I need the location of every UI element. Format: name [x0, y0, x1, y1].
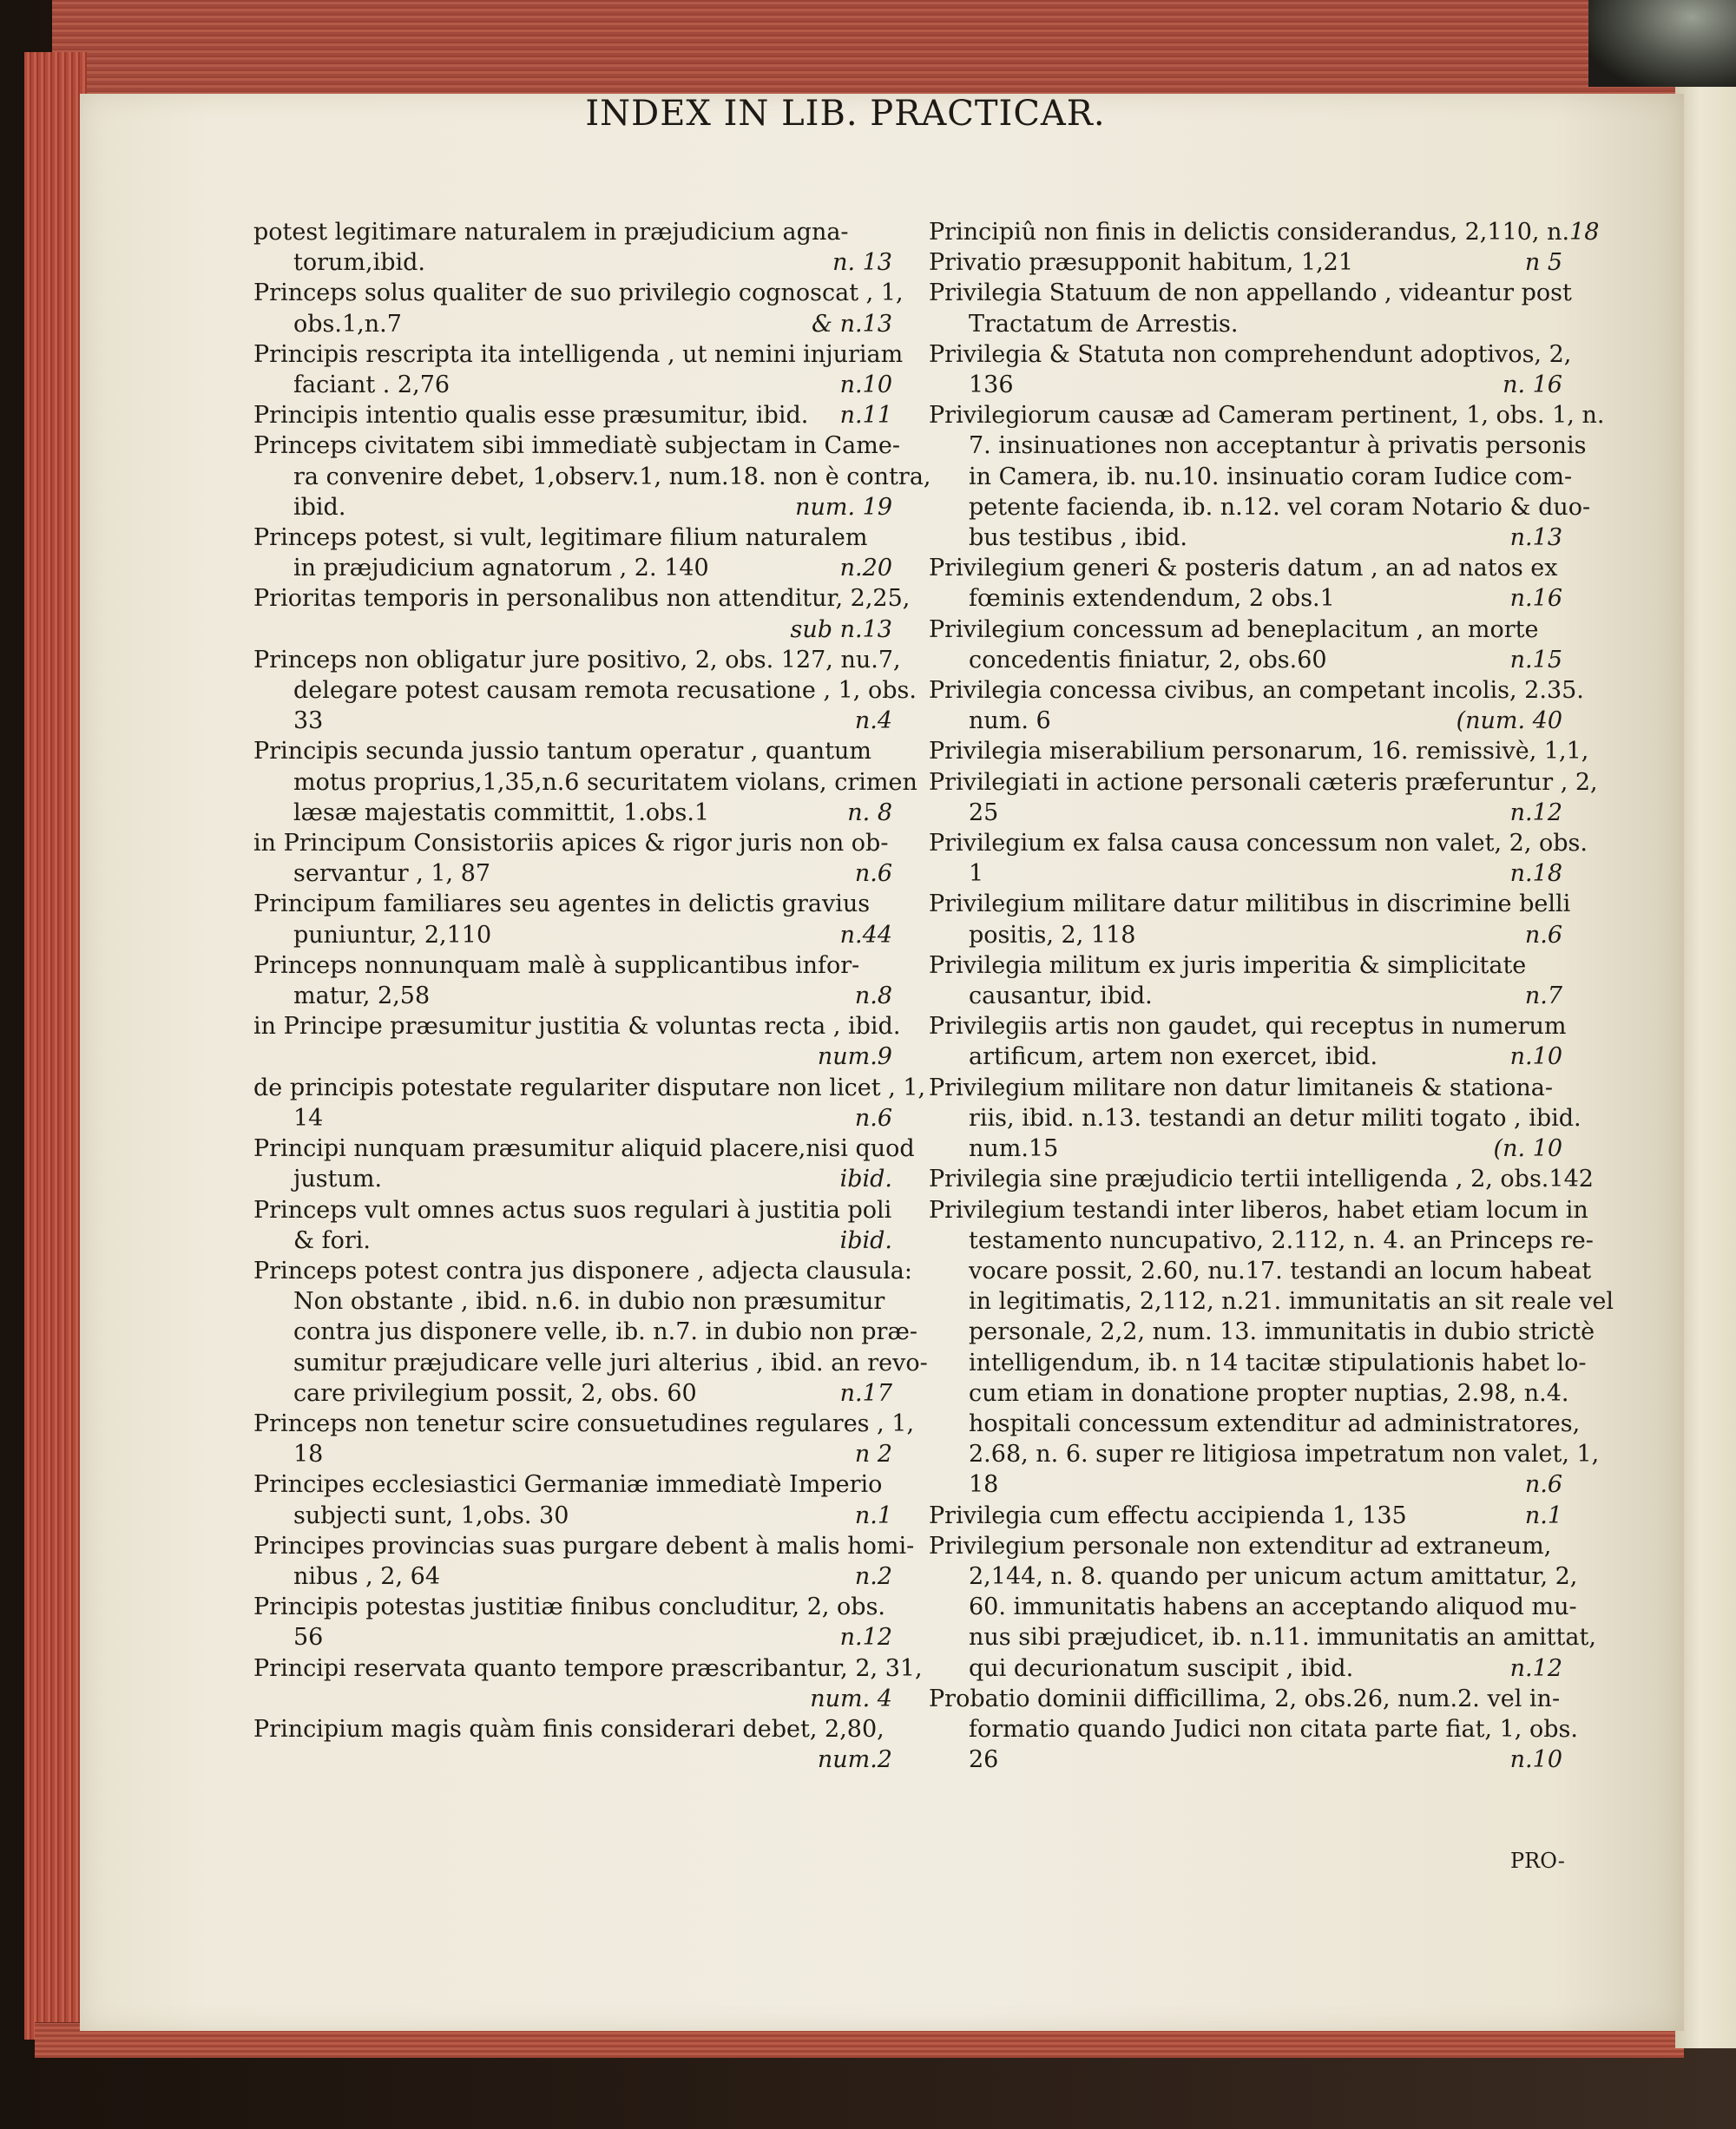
- entry-text: faciant . 2,76: [293, 371, 450, 399]
- entry-reference: ibid.: [839, 1166, 892, 1193]
- index-entry: [253, 430, 931, 522]
- entry-text: puniuntur, 2,110: [293, 921, 492, 949]
- index-entry: [253, 278, 904, 338]
- entry-text: Principis intentio qualis esse præsumitur, ibid.: [253, 402, 809, 430]
- entry-line: petente facienda, ib. n.12. vel coram Notario & duo-: [969, 493, 1591, 521]
- entry-last-line: [929, 798, 1568, 828]
- entry-text: Principiû non finis in delictis considerandus, 2,110, n.: [929, 219, 1570, 246]
- entry-line: Privilegium personale non extenditur ad extraneum,: [929, 1532, 1552, 1560]
- entry-reference: & n.13: [812, 310, 892, 338]
- entry-last-line: [929, 1653, 1568, 1684]
- index-entry: [929, 1684, 1578, 1776]
- index-entry: [253, 736, 917, 828]
- index-entry: [929, 950, 1568, 1011]
- entry-text: care privilegium possit, 2, obs. 60: [293, 1379, 697, 1407]
- index-entry: [929, 889, 1571, 950]
- entry-last-line: [253, 920, 898, 950]
- entry-reference: n.2: [854, 1562, 892, 1590]
- entry-line: Privilegium militare datur militibus in discrimine belli: [929, 890, 1571, 918]
- entry-reference: n.7: [1524, 982, 1562, 1010]
- entry-line: in Principe præsumitur justitia & voluntas recta , ibid.: [253, 1013, 901, 1041]
- entry-last-line: [253, 706, 898, 736]
- index-entry: [929, 339, 1572, 400]
- entry-reference: num.9: [817, 1043, 892, 1071]
- entry-text: Privatio præsupponit habitum, 1,21: [929, 249, 1354, 277]
- index-entry: [253, 828, 898, 889]
- entry-text: Privilegia sine præjudicio tertii intelligenda , 2, obs.142: [929, 1166, 1594, 1193]
- entry-line: Principum familiares seu agentes in delictis gravius: [253, 890, 871, 918]
- running-title: INDEX IN LIB. PRACTICAR.: [585, 94, 1106, 134]
- entry-text: 136: [969, 371, 1014, 399]
- index-entry: [929, 1531, 1596, 1684]
- entry-reference: n.1: [1524, 1501, 1562, 1529]
- entry-line: Prioritas temporis in personalibus non attenditur, 2,25,: [253, 585, 911, 613]
- index-entry: [253, 217, 898, 278]
- index-entry: [253, 1531, 915, 1592]
- entry-text: 26: [969, 1746, 999, 1774]
- entry-line: delegare potest causam remota recusatione , 1, obs.: [293, 677, 917, 705]
- entry-text: 56: [293, 1624, 324, 1652]
- book-fore-edge: [24, 52, 87, 2040]
- index-entry: [253, 1653, 923, 1714]
- entry-reference: n 5: [1524, 249, 1562, 277]
- entry-line: Princeps potest contra jus disponere , adjecta clausula:: [253, 1257, 912, 1285]
- entry-text: num.15: [969, 1135, 1059, 1163]
- index-entry: [253, 1011, 901, 1072]
- entry-last-line: [253, 553, 898, 583]
- entry-line: Privilegium militare non datur limitaneis & stationa-: [929, 1074, 1554, 1101]
- entry-last-line: [253, 614, 898, 645]
- index-entry: [253, 1256, 928, 1409]
- entry-line: Princeps non tenetur scire consuetudines regulares , 1,: [253, 1409, 915, 1437]
- index-entry: [929, 828, 1588, 889]
- index-entry: [929, 247, 1568, 278]
- entry-last-line: [929, 645, 1568, 675]
- entry-last-line: [253, 1042, 898, 1072]
- entry-last-line: [929, 1042, 1568, 1072]
- entry-line: 2,144, n. 8. quando per unicum actum amittatur, 2,: [969, 1562, 1578, 1590]
- index-entry: [253, 583, 911, 644]
- entry-line: Privilegiis artis non gaudet, qui receptus in numerum: [929, 1013, 1567, 1041]
- entry-text: 14: [293, 1104, 324, 1132]
- facing-page-edge: [1675, 87, 1736, 2048]
- entry-text: servantur , 1, 87: [293, 860, 491, 888]
- entry-last-line: [929, 1164, 1594, 1194]
- entry-line: cum etiam in donatione propter nuptias, 2.98, n.4.: [969, 1379, 1569, 1407]
- entry-text: læsæ majestatis committit, 1.obs.1: [293, 798, 710, 826]
- entry-reference: n.18: [1509, 860, 1562, 888]
- entry-line: Privilegium ex falsa causa concessum non valet, 2, obs.: [929, 830, 1588, 858]
- entry-last-line: [253, 1561, 898, 1592]
- entry-reference: num. 19: [795, 493, 892, 521]
- entry-reference: n 2: [854, 1441, 892, 1469]
- entry-last-line: [253, 798, 898, 828]
- entry-reference: n.12: [1509, 1654, 1562, 1682]
- entry-reference: n.15: [1509, 646, 1562, 674]
- index-entry: [253, 1592, 898, 1653]
- entry-line: Principi reservata quanto tempore præscribantur, 2, 31,: [253, 1654, 923, 1682]
- entry-line: in Camera, ib. nu.10. insinuatio coram Iudice com-: [969, 463, 1573, 490]
- entry-text: nibus , 2, 64: [293, 1562, 441, 1590]
- entry-line: personale, 2,2, num. 13. immunitatis in dubio strictè: [969, 1318, 1595, 1346]
- entry-text: positis, 2, 118: [969, 921, 1136, 949]
- index-entry: [929, 736, 1589, 766]
- entry-reference: n.4: [854, 707, 892, 735]
- entry-line: 60. immunitatis habens an acceptando aliquod mu-: [969, 1593, 1577, 1621]
- entry-last-line: [929, 247, 1568, 278]
- index-entry: [253, 1714, 898, 1775]
- index-entry: [929, 675, 1584, 736]
- entry-reference: ibid.: [839, 1226, 892, 1254]
- entry-text: ibid.: [293, 493, 346, 521]
- entry-reference: n.6: [854, 860, 892, 888]
- entry-reference: n.16: [1509, 585, 1562, 613]
- entry-text: 18: [969, 1471, 999, 1499]
- index-entry: [929, 1195, 1614, 1501]
- index-entry: [253, 1469, 898, 1530]
- entry-line: Princeps non obligatur jure positivo, 2, obs. 127, nu.7,: [253, 646, 901, 674]
- entry-reference: num. 4: [810, 1685, 892, 1712]
- entry-last-line: [253, 1378, 898, 1409]
- entry-line: Princeps solus qualiter de suo privilegio cognoscat , 1,: [253, 279, 904, 307]
- index-entry: [929, 278, 1572, 338]
- entry-line: Probatio dominii difficillima, 2, obs.26, num.2. vel in-: [929, 1685, 1561, 1712]
- entry-text: Privilegia cum effectu accipienda 1, 135: [929, 1501, 1407, 1529]
- index-entry: [253, 522, 898, 583]
- entry-last-line: [929, 217, 1600, 247]
- entry-line: Privilegium generi & posteris datum , an ad natos ex: [929, 555, 1558, 582]
- entry-text: 1: [969, 860, 984, 888]
- entry-line: formatio quando Judici non citata parte fiat, 1, obs.: [969, 1715, 1578, 1743]
- book-top-edge: [52, 0, 1701, 106]
- entry-text: obs.1,n.7: [293, 310, 402, 338]
- entry-line: Non obstante , ibid. n.6. in dubio non præsumitur: [293, 1288, 885, 1316]
- entry-reference: n.6: [1524, 1471, 1562, 1499]
- index-entry: [929, 217, 1600, 247]
- entry-last-line: [253, 1225, 898, 1256]
- entry-last-line: [253, 370, 898, 400]
- entry-text: num. 6: [969, 707, 1051, 735]
- entry-reference: n.17: [839, 1379, 892, 1407]
- index-entry: [253, 400, 898, 430]
- entry-reference: n.11: [839, 402, 892, 430]
- index-entry: [929, 767, 1598, 828]
- entry-line: sumitur præjudicare velle juri alterius , ibid. an revo-: [293, 1349, 928, 1377]
- index-entry: [253, 950, 898, 1011]
- entry-last-line: [929, 981, 1568, 1011]
- entry-last-line: [929, 706, 1568, 736]
- entry-last-line: [929, 522, 1568, 553]
- entry-reference: (num. 40: [1456, 707, 1562, 735]
- entry-reference: n.6: [854, 1104, 892, 1132]
- entry-line: contra jus disponere velle, ib. n.7. in dubio non præ-: [293, 1318, 917, 1346]
- entry-line: Tractatum de Arrestis.: [969, 310, 1239, 338]
- entry-line: vocare possit, 2.60, nu.17. testandi an locum habeat: [969, 1257, 1592, 1285]
- entry-text: matur, 2,58: [293, 982, 431, 1010]
- entry-line: Princeps vult omnes actus suos regulari à justitia poli: [253, 1196, 892, 1224]
- entry-line: intelligendum, ib. n 14 tacitæ stipulationis habet lo-: [969, 1349, 1587, 1377]
- entry-reference: n.6: [1524, 921, 1562, 949]
- entry-line: Privilegiati in actione personali cæteris præferuntur , 2,: [929, 768, 1598, 796]
- entry-text: qui decurionatum suscipit , ibid.: [969, 1654, 1354, 1682]
- entry-last-line: [253, 492, 898, 522]
- entry-text: artificum, artem non exercet, ibid.: [969, 1043, 1378, 1071]
- entry-last-line: [929, 920, 1568, 950]
- entry-line: Privilegia Statuum de non appellando , videantur post: [929, 279, 1572, 307]
- entry-line: Princeps potest, si vult, legitimare filium naturalem: [253, 524, 868, 552]
- entry-line: Princeps nonnunquam malè à supplicantibus infor-: [253, 951, 860, 979]
- entry-last-line: [253, 247, 898, 278]
- entry-reference: (n. 10: [1493, 1135, 1562, 1163]
- entry-last-line: [253, 1501, 898, 1531]
- entry-line: Principium magis quàm finis considerari debet, 2,80,: [253, 1715, 884, 1743]
- entry-line: ra convenire debet, 1,observ.1, num.18. non è contra,: [293, 463, 931, 490]
- entry-line: in legitimatis, 2,112, n.21. immunitatis an sit reale vel: [969, 1288, 1614, 1316]
- entry-line: nus sibi præjudicet, ib. n.11. immunitatis an amittat,: [969, 1624, 1596, 1652]
- index-entry: [929, 1501, 1568, 1531]
- index-entry: [929, 614, 1568, 675]
- entry-line: Principis secunda jussio tantum operatur , quantum: [253, 738, 872, 766]
- index-entry: [253, 339, 904, 400]
- entry-text: causantur, ibid.: [969, 982, 1153, 1010]
- index-entry: [929, 1011, 1568, 1072]
- entry-reference: n.10: [1509, 1746, 1562, 1774]
- entry-text: & fori.: [293, 1226, 371, 1254]
- entry-reference: n.13: [1509, 524, 1562, 552]
- index-entry: [253, 889, 898, 950]
- entry-last-line: [253, 400, 898, 430]
- entry-reference: num.2: [817, 1746, 892, 1774]
- entry-text: torum,ibid.: [293, 249, 426, 277]
- entry-reference: n.10: [1509, 1043, 1562, 1071]
- entry-last-line: [929, 1133, 1568, 1164]
- entry-line: 2.68, n. 6. super re litigiosa impetratum non valet, 1,: [969, 1441, 1600, 1469]
- entry-line: Privilegium concessum ad beneplacitum , an morte: [929, 615, 1539, 643]
- entry-line: Privilegia concessa civibus, an competant incolis, 2.35.: [929, 677, 1584, 705]
- entry-text: 18: [293, 1441, 324, 1469]
- entry-reference: n.20: [839, 555, 892, 582]
- entry-last-line: [929, 1745, 1568, 1775]
- index-entry: [253, 1195, 898, 1256]
- entry-last-line: [253, 1745, 898, 1775]
- entry-text: 33: [293, 707, 324, 735]
- entry-line: Privilegia miserabilium personarum, 16. remissivè, 1,1,: [929, 738, 1589, 766]
- clasp-ornament: [1588, 0, 1736, 87]
- index-entry: [929, 1164, 1594, 1194]
- index-entry: [253, 1409, 915, 1469]
- entry-line: Privilegium testandi inter liberos, habet etiam locum in: [929, 1196, 1588, 1224]
- entry-line: Principis rescripta ita intelligenda , ut nemini injuriam: [253, 340, 904, 368]
- index-entry: [929, 1073, 1581, 1165]
- entry-reference: n.1: [854, 1501, 892, 1529]
- entry-line: Principes ecclesiastici Germaniæ immediatè Imperio: [253, 1471, 883, 1499]
- entry-line: Privilegia & Statuta non comprehendunt adoptivos, 2,: [929, 340, 1572, 368]
- entry-text: concedentis finiatur, 2, obs.60: [969, 646, 1327, 674]
- entry-text: subjecti sunt, 1,obs. 30: [293, 1501, 569, 1529]
- entry-last-line: [253, 1103, 898, 1133]
- index-entry: [929, 553, 1568, 614]
- entry-last-line: [253, 1439, 898, 1469]
- index-entry: [253, 1133, 915, 1194]
- entry-reference: 18: [1569, 219, 1600, 246]
- entry-last-line: [253, 1164, 898, 1194]
- entry-line: testamento nuncupativo, 2.112, n. 4. an Princeps re-: [969, 1226, 1594, 1254]
- entry-line: riis, ibid. n.13. testandi an detur militi togato , ibid.: [969, 1104, 1581, 1132]
- entry-line: hospitali concessum extenditur ad administratores,: [969, 1409, 1581, 1437]
- entry-line: potest legitimare naturalem in præjudicium agna-: [253, 219, 849, 246]
- entry-last-line: [253, 858, 898, 889]
- entry-last-line: [929, 583, 1568, 614]
- entry-line: Principes provincias suas purgare debent à malis homi-: [253, 1532, 915, 1560]
- entry-reference: n. 13: [832, 249, 892, 277]
- entry-line: motus proprius,1,35,n.6 securitatem violans, crimen: [293, 768, 917, 796]
- entry-text: 25: [969, 798, 999, 826]
- entry-reference: n.10: [839, 371, 892, 399]
- entry-reference: n.44: [839, 921, 892, 949]
- index-column-left: [253, 217, 931, 1775]
- entry-text: fœminis extendendum, 2 obs.1: [969, 585, 1335, 613]
- entry-text: bus testibus , ibid.: [969, 524, 1187, 552]
- index-entry: [253, 1073, 926, 1133]
- catchword: PRO-: [1510, 1849, 1565, 1873]
- index-column-right: [929, 217, 1614, 1775]
- entry-reference: n.12: [839, 1624, 892, 1652]
- entry-text: in præjudicium agnatorum , 2. 140: [293, 555, 709, 582]
- entry-reference: n.8: [854, 982, 892, 1010]
- entry-last-line: [253, 1622, 898, 1653]
- entry-line: Privilegia militum ex juris imperitia & simplicitate: [929, 951, 1527, 979]
- entry-line: Principis potestas justitiæ finibus concluditur, 2, obs.: [253, 1593, 886, 1621]
- entry-reference: n. 8: [847, 798, 892, 826]
- entry-reference: n. 16: [1503, 371, 1562, 399]
- entry-text: justum.: [293, 1166, 383, 1193]
- entry-line: Princeps civitatem sibi immediatè subjectam in Came-: [253, 432, 900, 460]
- entry-line: Principi nunquam præsumitur aliquid placere,nisi quod: [253, 1135, 915, 1163]
- entry-last-line: [253, 1684, 898, 1714]
- index-entry: [253, 645, 917, 737]
- entry-line: de principis potestate regulariter disputare non licet , 1,: [253, 1074, 926, 1101]
- entry-line: Privilegiorum causæ ad Cameram pertinent, 1, obs. 1, n.: [929, 402, 1605, 430]
- entry-last-line: [253, 309, 898, 339]
- entry-line: 7. insinuationes non acceptantur à privatis personis: [969, 432, 1587, 460]
- index-entry: [929, 400, 1605, 553]
- entry-reference: n.12: [1509, 798, 1562, 826]
- entry-last-line: [929, 858, 1568, 889]
- entry-reference: [1594, 1164, 1599, 1194]
- entry-last-line: [253, 981, 898, 1011]
- entry-reference: sub n.13: [790, 615, 892, 643]
- entry-last-line: [929, 370, 1568, 400]
- entry-last-line: [929, 1469, 1568, 1500]
- entry-last-line: [929, 1501, 1568, 1531]
- entry-line: in Principum Consistoriis apices & rigor juris non ob-: [253, 830, 889, 858]
- page-header: [0, 94, 1736, 134]
